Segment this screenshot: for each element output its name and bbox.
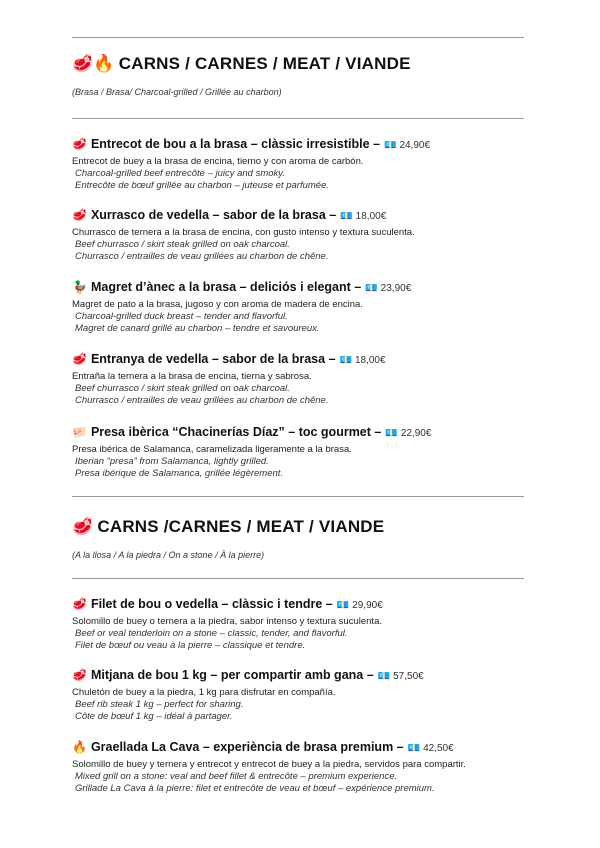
item-heading: [72, 208, 512, 224]
steak-icon: 🥩: [72, 668, 87, 682]
section-title-text: CARNS /CARNES / MEAT / VIANDE: [97, 517, 385, 536]
steak-icon: 🥩: [72, 597, 87, 611]
item-name: Mitjana de bou 1 kg – per compartir amb gana –: [90, 668, 374, 682]
euro-bill-icon: 💶: [336, 600, 350, 611]
steak-icon: 🥩: [72, 352, 87, 366]
menu-item-magret: [72, 280, 512, 335]
item-name: Filet de bou o vedella – clàssic i tendre –: [90, 597, 333, 611]
menu-item-xurrasco: [72, 208, 512, 263]
item-name: Entranya de vedella – sabor de la brasa –: [90, 352, 336, 366]
divider-top: [72, 37, 524, 38]
menu-item-graellada: [72, 740, 512, 795]
item-name: Presa ibèrica “Chacinerías Díaz” – toc gourmet –: [90, 425, 382, 439]
item-price: 57,50€: [393, 671, 424, 682]
item-description-fr: Magret de canard grillé au charbon – tendre et savoureux.: [75, 323, 320, 334]
menu-item-presa: [72, 425, 512, 480]
menu-item-entrecot: [72, 137, 512, 192]
item-description-fr: Churrasco / entrailles de veau grillées au charbon de chêne.: [75, 395, 329, 406]
section-subtitle-stone: (A la llosa / A la piedra / On a stone / À la pierre): [72, 550, 265, 560]
item-description-fr: Presa ibérique de Salamanca, grillée légèrement.: [75, 468, 284, 479]
euro-bill-icon: 💶: [365, 283, 378, 294]
duck-icon: 🦆: [72, 280, 87, 294]
fire-icon: 🔥: [72, 740, 87, 754]
steak-fire-icon: 🥩🔥: [72, 54, 115, 73]
item-description-fr: Grillade La Cava à la pierre: filet et entrecôte de veau et bœuf – expérience premium.: [75, 783, 435, 794]
item-description-en: Beef or veal tenderloin on a stone – classic, tender, and flavorful.: [75, 628, 348, 639]
item-price: 18,00€: [354, 355, 386, 366]
item-description-en: Charcoal-grilled duck breast – tender and flavorful.: [75, 311, 288, 322]
item-heading: [72, 740, 512, 756]
item-price: 42,50€: [423, 743, 454, 754]
item-description-fr: Filet de bœuf ou veau à la pierre – classique et tendre.: [75, 640, 306, 651]
item-description-en: Beef rib steak 1 kg – perfect for sharing.: [75, 699, 244, 710]
item-price: 29,90€: [352, 600, 383, 611]
item-description-fr: Churrasco / entrailles de veau grillées au charbon de chêne.: [75, 251, 329, 262]
item-description-es: Solomillo de buey y ternera y entrecot y entrecot de buey a la piedra, servidos para compartir.: [72, 759, 466, 770]
section-title-grill: [72, 54, 411, 74]
item-price: 23,90€: [380, 283, 412, 294]
item-description-fr: Côte de bœuf 1 kg – idéal à partager.: [75, 711, 233, 722]
section-title-text: CARNS / CARNES / MEAT / VIANDE: [118, 54, 411, 73]
item-description-es: Magret de pato a la brasa, jugoso y con aroma de madera de encina.: [72, 299, 363, 310]
euro-bill-icon: 💶: [407, 743, 421, 754]
divider: [72, 118, 524, 119]
steak-icon: 🥩: [72, 137, 87, 151]
item-price: 24,90€: [399, 140, 431, 151]
item-price: 22,90€: [400, 428, 432, 439]
item-heading: [72, 425, 512, 441]
item-description-es: Churrasco de ternera a la brasa de encina, con gusto intenso y textura suculenta.: [72, 227, 415, 238]
section-subtitle-grill: (Brasa / Brasa/ Charcoal-grilled / Grillée au charbon): [72, 87, 282, 97]
item-description-es: Entrecot de buey a la brasa de encina, tierno y con aroma de carbón.: [72, 156, 364, 167]
euro-bill-icon: 💶: [377, 671, 391, 682]
item-description-en: Charcoal-grilled beef entrecôte – juicy and smoky.: [75, 168, 285, 179]
item-name: Graellada La Cava – experiència de brasa premium –: [90, 740, 404, 754]
item-name: Xurrasco de vedella – sabor de la brasa –: [90, 208, 337, 222]
menu-item-mitjana: [72, 668, 512, 723]
item-heading: [72, 668, 512, 684]
item-name: Entrecot de bou a la brasa – clàssic irresistible –: [90, 137, 380, 151]
euro-bill-icon: 💶: [385, 428, 398, 439]
steak-icon: 🥩: [72, 517, 94, 536]
item-description-en: Beef churrasco / skirt steak grilled on oak charcoal.: [75, 383, 290, 394]
item-price: 18,00€: [355, 211, 387, 222]
euro-bill-icon: 💶: [383, 140, 397, 151]
item-heading: [72, 137, 512, 153]
item-heading: [72, 280, 512, 296]
menu-item-filet: [72, 597, 512, 652]
item-description-en: Beef churrasco / skirt steak grilled on oak charcoal.: [75, 239, 290, 250]
item-description-es: Entraña la ternera a la brasa de encina, tierna y sabrosa.: [72, 371, 312, 382]
item-description-es: Solomillo de buey o ternera a la piedra, sabor intenso y textura suculenta.: [72, 616, 382, 627]
item-description-es: Chuletón de buey a la piedra, 1 kg para disfrutar en compañía.: [72, 687, 336, 698]
euro-bill-icon: 💶: [340, 211, 353, 222]
item-name: Magret d’ànec a la brasa – deliciós i elegant –: [90, 280, 362, 294]
divider: [72, 578, 524, 579]
menu-item-entranya: [72, 352, 512, 407]
euro-bill-icon: 💶: [339, 355, 352, 366]
item-description-en: Iberian “presa” from Salamanca, lightly grilled.: [75, 456, 269, 467]
section-title-stone: [72, 517, 384, 537]
item-description-fr: Entrecôte de bœuf grillée au charbon – juteuse et parfumée.: [75, 180, 330, 191]
steak-icon: 🥩: [72, 208, 87, 222]
divider: [72, 496, 524, 497]
item-heading: [72, 352, 512, 368]
item-description-en: Mixed grill on a stone: veal and beef fillet & entrecôte – premium experience.: [75, 771, 398, 782]
item-description-es: Presa ibérica de Salamanca, caramelizada ligeramente a la brasa.: [72, 444, 352, 455]
pig-icon: 🐖: [72, 425, 87, 439]
item-heading: [72, 597, 512, 613]
